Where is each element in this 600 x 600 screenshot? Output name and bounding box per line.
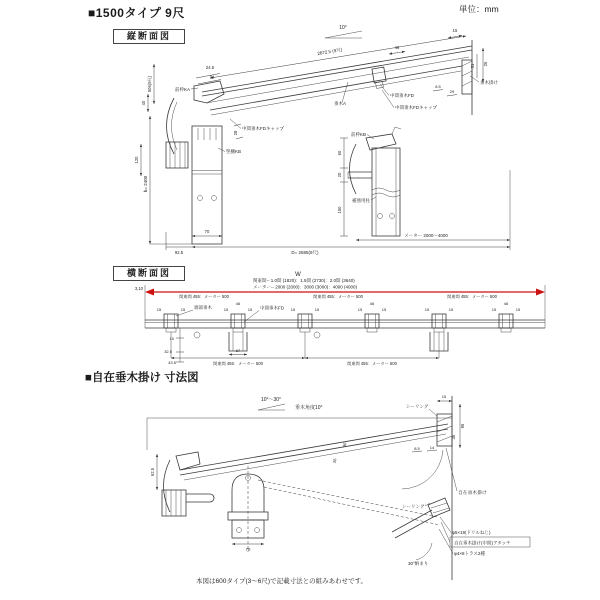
rafter-dim-15: 15 (491, 307, 497, 312)
rafter-dim-15: 15 (156, 307, 162, 312)
attach-label: 自在垂木掛け(中間)アタッチ (454, 540, 511, 546)
reinforce-post-subdrawing (337, 127, 510, 240)
slope-length-dim: 2672.5 (9尺) (317, 46, 343, 57)
sub-meter-dim: メーター 2000〜4000 (404, 233, 448, 238)
pivot-mount (228, 441, 348, 552)
under-beam-details (194, 332, 448, 351)
left-height-dim: 506(9尺) (147, 75, 152, 93)
rafter-dim-15: 15 (223, 307, 229, 312)
dim-625: 62.5 (150, 467, 155, 477)
rafter-arm (180, 424, 448, 525)
dim-29: 29 (449, 89, 455, 94)
jizai-section-heading: ■自在垂木掛け 寸法図 (85, 372, 199, 384)
dim-36: 36 (451, 434, 456, 440)
lower-wall-bracket (392, 498, 530, 567)
sub-front-frame-label: 前枠KB (350, 132, 366, 137)
rafter-dim-15: 15 (448, 307, 454, 312)
vertical-section-title-box: 縦断面図 (113, 29, 185, 44)
rafter-section-4 (358, 301, 387, 332)
bay-dim: 関東間 455：メーター 500 (213, 361, 263, 366)
bay-dim: 関東間 455：メーター 500 (447, 294, 497, 299)
dim-15: 15 (452, 28, 458, 33)
rafter-dim-46: 46 (503, 301, 509, 306)
dim-67: 67 (235, 348, 241, 353)
dim-40: 40 (141, 100, 146, 106)
jizai-drawing (140, 390, 572, 582)
span-meter-dim: メーター-- 2000 (2000)：3000 (3000)：4000 (4000) (253, 284, 358, 290)
sealing-bottom-label: シーリング (402, 504, 425, 509)
mid-rafter-cap-left-label: 中間垂木FDキャップ (242, 126, 284, 131)
rafter-dim-15: 15 (290, 307, 296, 312)
sub-dim-150: 150 (337, 206, 342, 214)
rafter-section-2 (224, 301, 253, 332)
red-arrow-left (145, 289, 154, 296)
rafter-section-6 (492, 301, 521, 332)
slope-range-dim: 10°〜30° (260, 397, 282, 403)
bay-dim: 関東間 455：メーター 500 (347, 361, 397, 366)
dim-10: 10 (169, 336, 174, 341)
dim-31: 31 (470, 63, 475, 69)
rafter-dim-46: 46 (235, 301, 241, 306)
cross-section-drawing (110, 265, 570, 375)
rafter-a-label: 垂木A (334, 101, 347, 106)
dim-95: 95 (460, 423, 465, 429)
page-title: ■1500タイプ 9尺 (88, 6, 185, 20)
cross-section-title-box: 横断面図 (113, 266, 185, 281)
dim-26: 26 (483, 61, 488, 67)
dim-325: 32.5 (164, 349, 172, 354)
post-height-dim: h= 2400 (143, 175, 148, 193)
sub-dim-20: 20 (337, 172, 342, 178)
rafter-hook-label: 垂木掛け (480, 80, 498, 85)
dim-28: 28 (233, 130, 238, 136)
dim-70: 70 (204, 229, 210, 234)
dim-85: 8.5 (414, 446, 420, 451)
mid-rafter-label: 中間垂木FD (390, 93, 414, 98)
rafter-dim-15: 15 (247, 307, 253, 312)
rafter-dim-15: 15 (515, 307, 521, 312)
lower-dimensions (164, 328, 439, 367)
rafter-angle-label: 垂木角度10° (295, 405, 323, 411)
angle30-label: 30°納まり (408, 561, 429, 566)
truss-screw-label: φ4×8トラス2種 (454, 551, 485, 556)
dim-70: 70 (245, 547, 251, 552)
sub-dim-60: 60 (337, 150, 342, 156)
reinforce-post-label: 補強用柱 (352, 198, 370, 203)
dim-46: 46 (394, 45, 400, 50)
dim-925: 92.5 (174, 250, 184, 255)
rafter-dim-15: 15 (357, 307, 363, 312)
dim-14: 14 (429, 445, 435, 450)
dim-85: 8.5 (435, 84, 441, 89)
rafter-dim-15: 15 (381, 307, 387, 312)
upper-bay-dimensions (179, 293, 497, 300)
front-frame-label: 前枠KA (174, 87, 190, 92)
front-assembly (150, 452, 214, 516)
red-arrow-right (536, 289, 545, 296)
sealing-top-label: シーリング (406, 404, 429, 409)
screw-label: φ5×19(ドリルねじ) (452, 530, 491, 535)
dim-435: 43.5 (168, 360, 176, 365)
dim-120: 120 (134, 156, 139, 164)
rafter-dim-15: 15 (424, 307, 430, 312)
dim-15: 15 (441, 394, 447, 399)
mid-rafter-cap-label: 中間垂木FDキャップ (395, 105, 437, 110)
rafter-dim-15: 15 (314, 307, 320, 312)
bay-dim: 関東間 455：メーター 500 (179, 294, 229, 299)
total-depth-dim: D= 2685(9尺) (291, 250, 319, 255)
slope-angle-dim: 10° (339, 25, 347, 31)
edge-rafter-label: 端部垂木 (194, 305, 212, 310)
dim-26: 26 (331, 458, 338, 464)
vertical-section-drawing (90, 20, 520, 270)
downspout-label: 竪樋KB (226, 149, 242, 154)
upper-wall-bracket (402, 394, 465, 489)
w-label: W (295, 272, 301, 278)
jizai-hook-label: 自在垂木掛け (458, 491, 487, 496)
rafter-labels (176, 304, 285, 322)
roof-beam (145, 320, 545, 328)
reference-lines (147, 396, 452, 580)
left-dim-310: 3,10 (134, 286, 143, 291)
footer-note: 本図は600タイプ(3〜6尺)で記載寸法との組みあわせです。 (196, 578, 368, 585)
dim-36b: 36 (341, 442, 348, 448)
slope-indicator (325, 25, 362, 38)
unit-label: 単位：mm (459, 4, 499, 14)
front-dim-34: 34 (209, 74, 215, 80)
rafter-dim-46: 46 (369, 301, 375, 306)
front-dim-245: 24.5 (205, 65, 215, 70)
rafter-dim-15: 15 (180, 307, 186, 312)
mid-rafter-fd-label: 中間垂木FD (260, 305, 284, 311)
bay-dim: 関東間 455：メーター 500 (313, 294, 363, 299)
span-kanto-dim: 関東間-- 1.0間 (1820)：1.5間 (2730)：2.0間 (3640) (253, 278, 355, 283)
